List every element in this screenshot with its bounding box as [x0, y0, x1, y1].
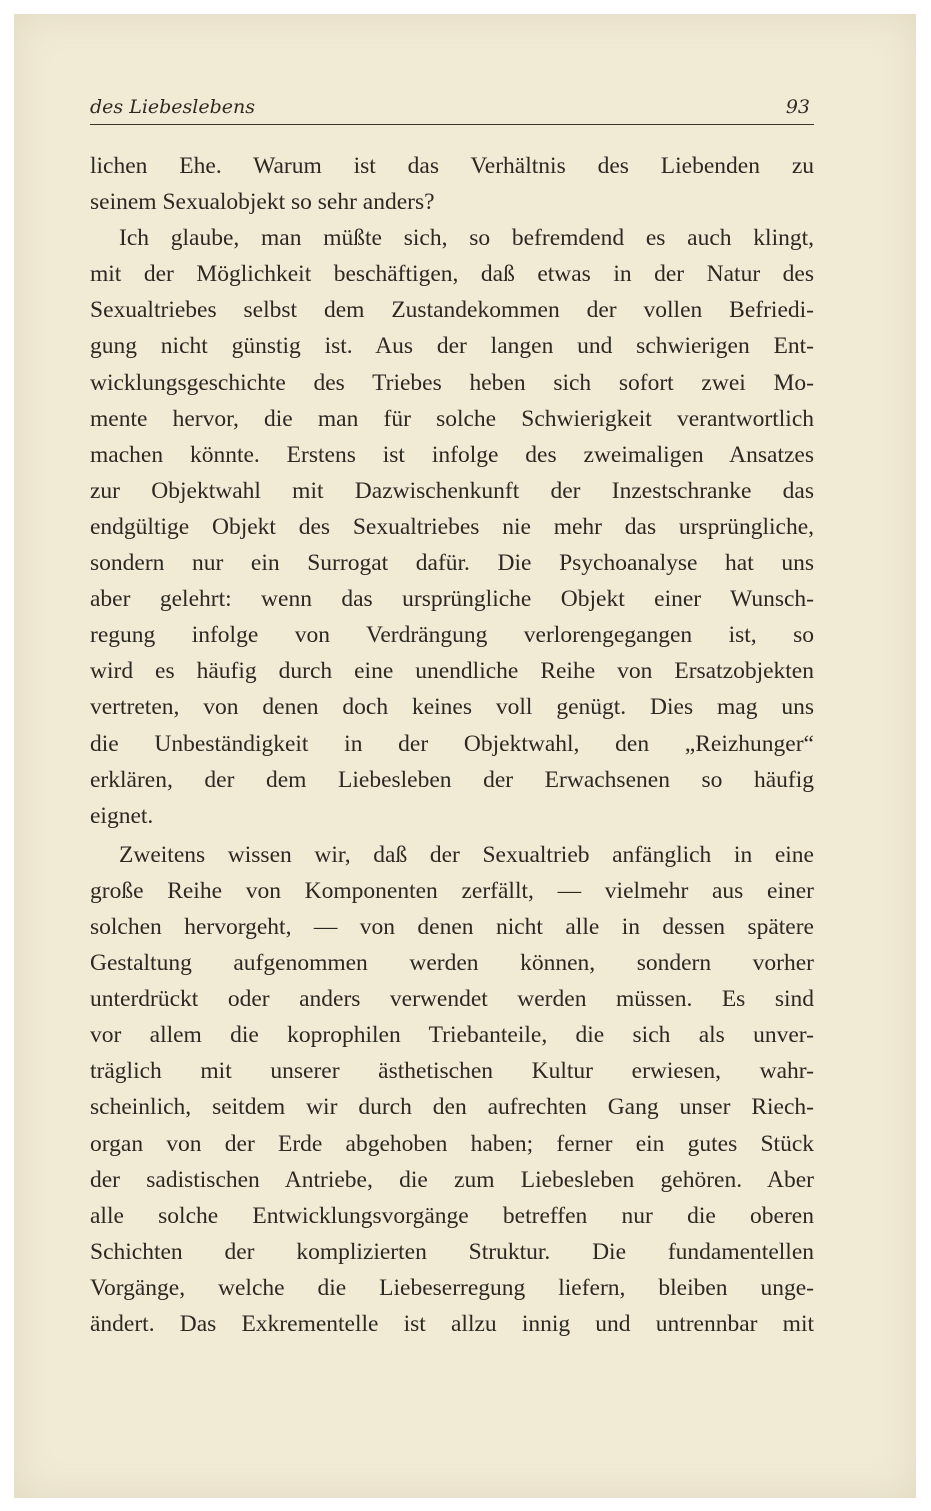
- text-line: regung infolge von Verdrängung verlorengegangen ist, so: [90, 622, 814, 649]
- text-line: mente hervor, die man für solche Schwierigkeit verantwortlich: [90, 405, 814, 432]
- page-header: [90, 92, 814, 125]
- book-page: [14, 14, 916, 1498]
- text-line: aber gelehrt: wenn das ursprüngliche Objekt einer Wunsch-: [90, 586, 814, 613]
- text-line: solchen hervorgeht, — von denen nicht alle in dessen spätere: [90, 913, 814, 940]
- text-line: scheinlich, seitdem wir durch den aufrechten Gang unser Riech-: [90, 1094, 814, 1121]
- text-line: vor allem die koprophilen Triebanteile, die sich als unver-: [90, 1022, 814, 1049]
- text-line: wird es häufig durch eine unendliche Reihe von Ersatzobjekten: [90, 658, 814, 685]
- text-line: Sexualtriebes selbst dem Zustandekommen der vollen Befriedi-: [90, 297, 814, 324]
- text-line: machen könnte. Erstens ist infolge des zweimaligen Ansatzes: [90, 441, 814, 468]
- text-line: sondern nur ein Surrogat dafür. Die Psychoanalyse hat uns: [90, 550, 814, 577]
- text-line: seinem Sexualobjekt so sehr anders?: [90, 189, 435, 216]
- text-line: endgültige Objekt des Sexualtriebes nie mehr das ursprüngliche,: [90, 513, 814, 540]
- text-line: unterdrückt oder anders verwendet werden müssen. Es sind: [90, 986, 814, 1013]
- text-line: der sadistischen Antriebe, die zum Liebesleben gehören. Aber: [90, 1166, 814, 1193]
- text-line: erklären, der dem Liebesleben der Erwachsenen so häufig: [90, 766, 814, 793]
- page-number: 93: [785, 96, 810, 118]
- text-line: träglich mit unserer ästhetischen Kultur erwiesen, wahr-: [90, 1058, 814, 1085]
- text-line: gung nicht günstig ist. Aus der langen und schwierigen Ent-: [90, 333, 814, 360]
- text-line: Vorgänge, welche die Liebeserregung liefern, bleiben unge-: [90, 1274, 814, 1301]
- text-line: Gestaltung aufgenommen werden können, sondern vorher: [90, 950, 814, 977]
- text-line: lichen Ehe. Warum ist das Verhältnis des Liebenden zu: [90, 153, 814, 179]
- running-head: des Liebeslebens: [90, 96, 256, 118]
- paragraph-start-line: Ich glaube, man müßte sich, so befremdend es auch klingt,: [119, 225, 814, 252]
- text-line: Schichten der komplizierten Struktur. Die fundamentellen: [90, 1238, 814, 1265]
- text-line: zur Objektwahl mit Dazwischenkunft der Inzestschranke das: [90, 477, 814, 504]
- body-text: [90, 148, 814, 1342]
- text-line: mit der Möglichkeit beschäftigen, daß etwas in der Natur des: [90, 261, 814, 288]
- text-line: große Reihe von Komponenten zerfällt, — vielmehr aus einer: [90, 877, 814, 904]
- text-line: die Unbeständigkeit in der Objektwahl, den „Reizhunger“: [90, 730, 814, 757]
- text-line: wicklungsgeschichte des Triebes heben sich sofort zwei Mo-: [90, 369, 814, 396]
- text-line: alle solche Entwicklungsvorgänge betreffen nur die oberen: [90, 1202, 814, 1229]
- text-line: vertreten, von denen doch keines voll genügt. Dies mag uns: [90, 694, 814, 721]
- text-line: organ von der Erde abgehoben haben; ferner ein gutes Stück: [90, 1130, 814, 1157]
- text-line: ändert. Das Exkrementelle ist allzu innig und untrennbar mit: [90, 1311, 814, 1337]
- paragraph-start-line: Zweitens wissen wir, daß der Sexualtrieb anfänglich in eine: [119, 841, 814, 868]
- text-line: eignet.: [90, 802, 154, 829]
